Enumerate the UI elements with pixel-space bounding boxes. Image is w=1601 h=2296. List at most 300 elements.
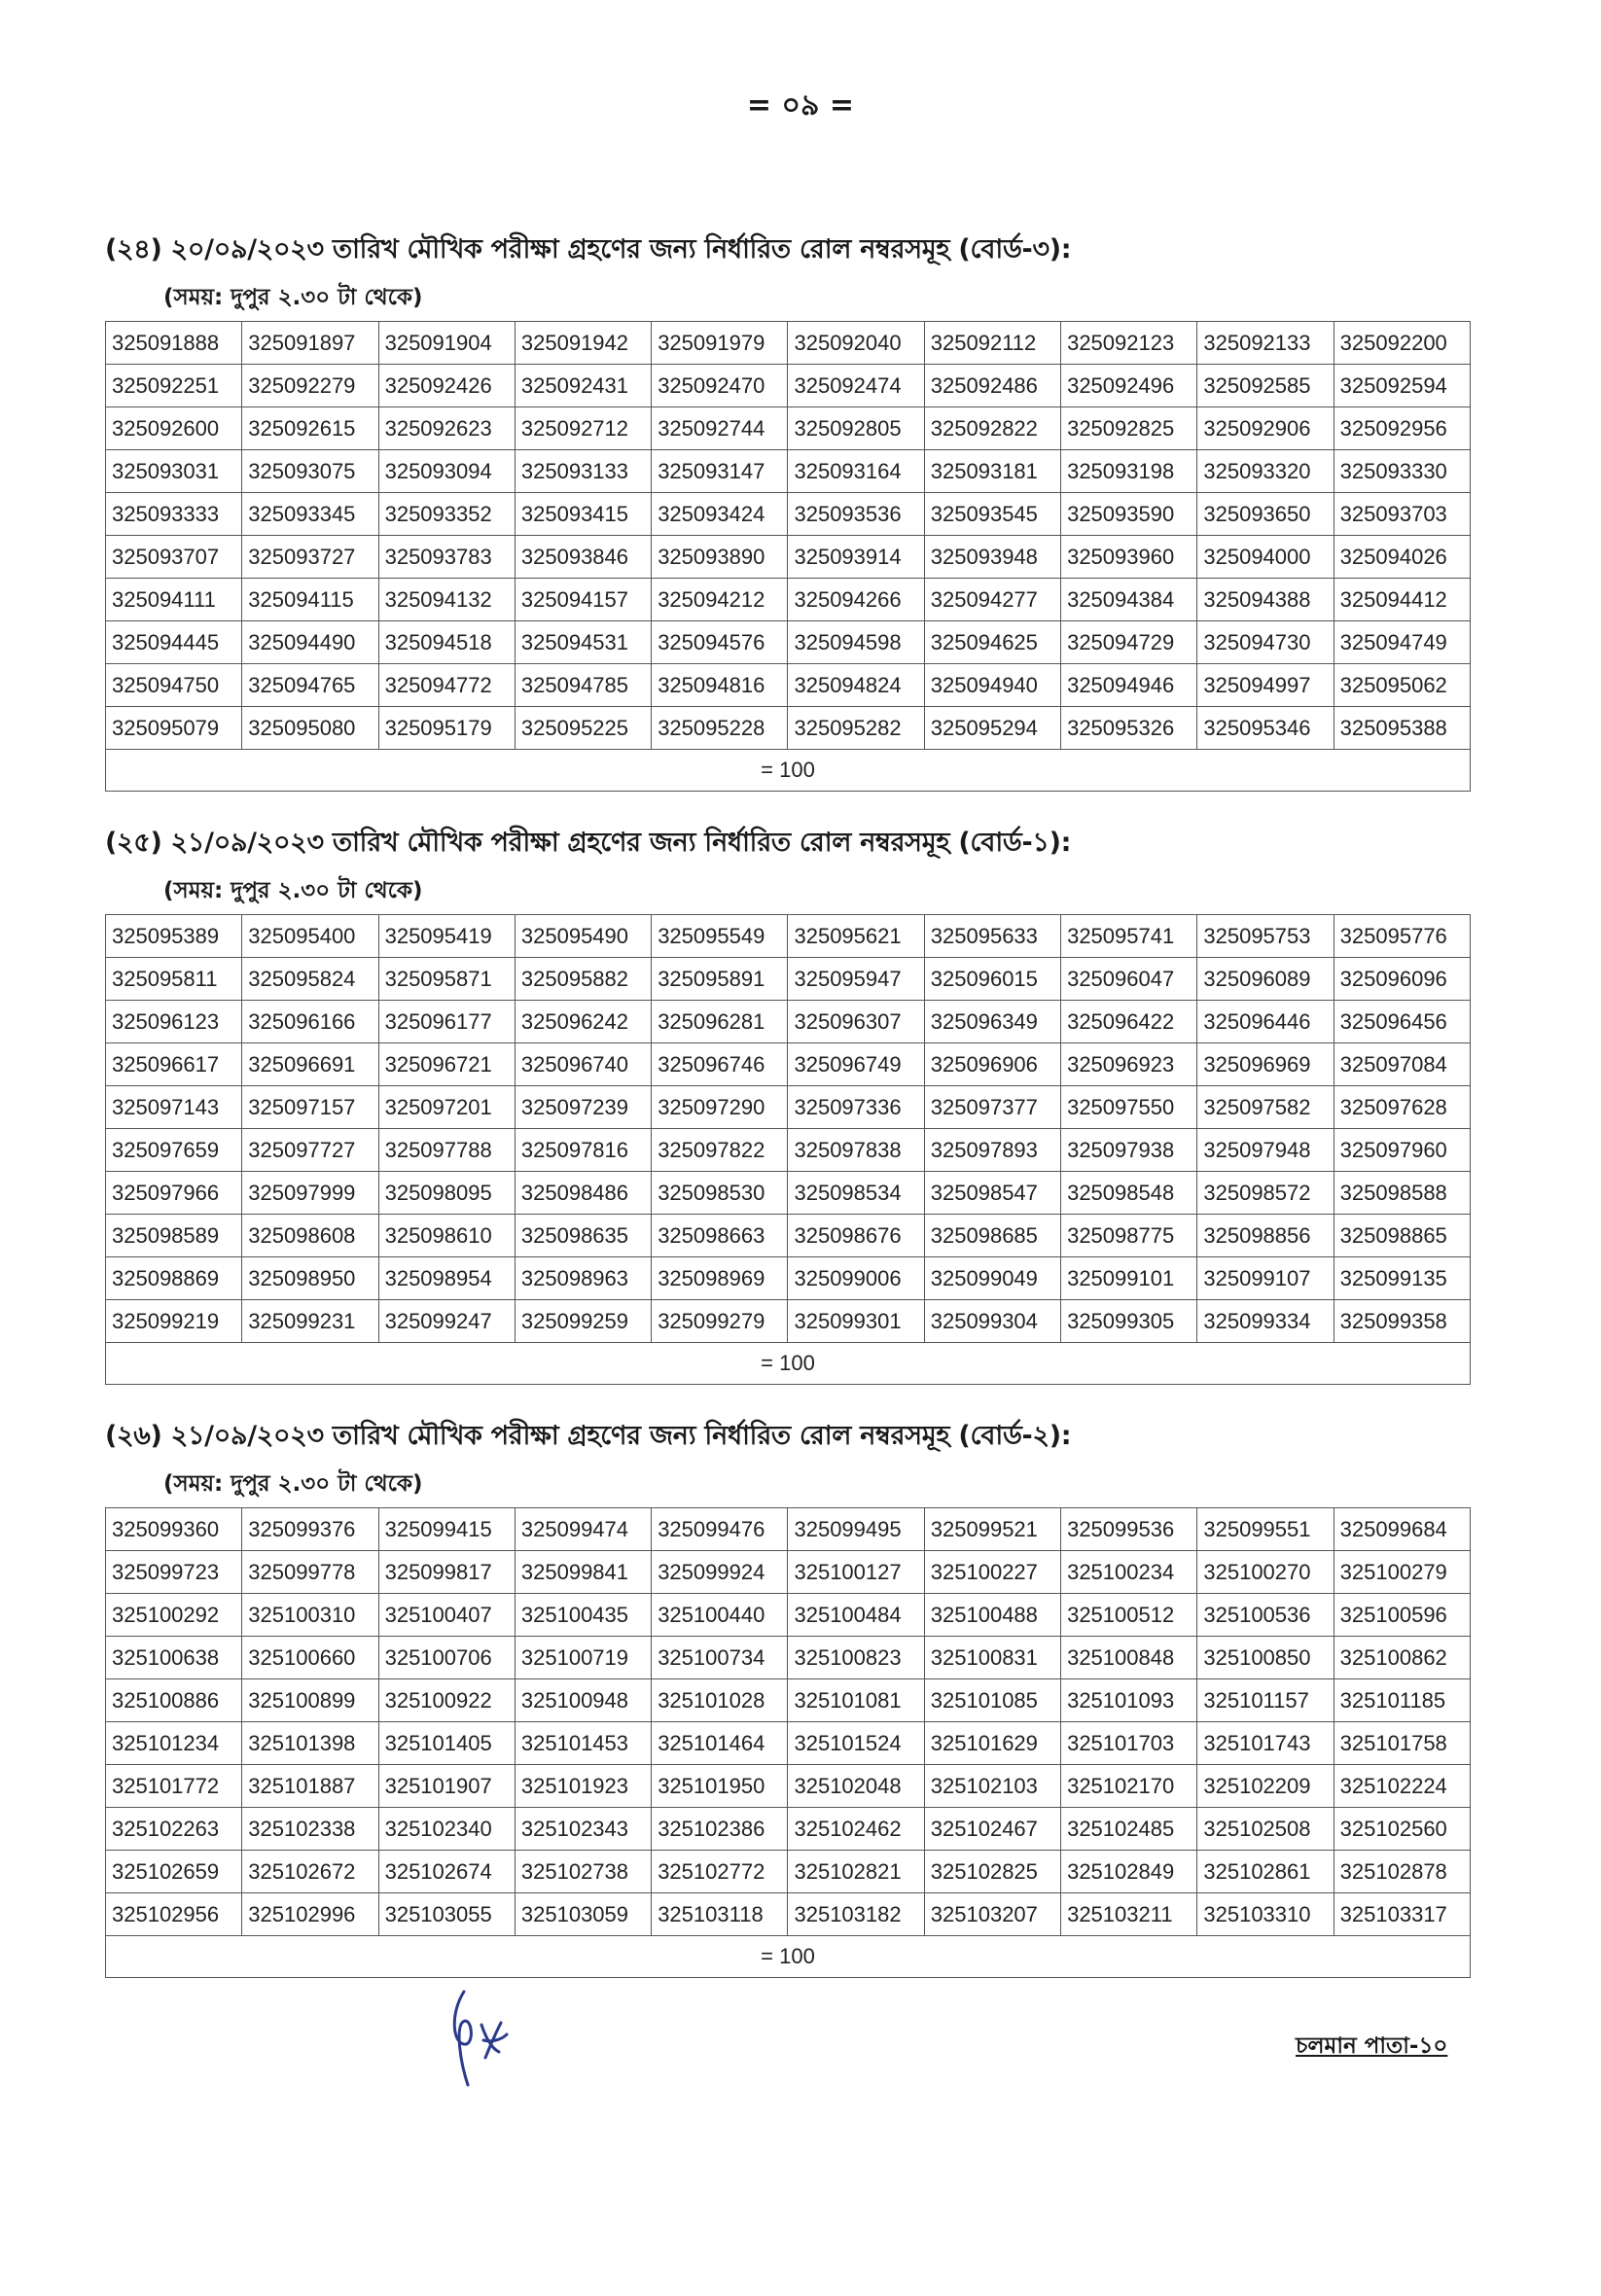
roll-number-cell: 325102825	[924, 1851, 1060, 1893]
roll-number-cell: 325101453	[515, 1722, 651, 1765]
roll-number-cell: 325096307	[788, 1001, 924, 1043]
roll-number-cell: 325101758	[1334, 1722, 1470, 1765]
roll-number-cell: 325098676	[788, 1215, 924, 1257]
roll-number-cell: 325092825	[1061, 407, 1197, 450]
roll-number-cell: 325092200	[1334, 322, 1470, 365]
roll-number-cell: 325092623	[378, 407, 515, 450]
roll-number-cell: 325102849	[1061, 1851, 1197, 1893]
roll-number-cell: 325095062	[1334, 664, 1470, 707]
roll-number-cell: 325101185	[1334, 1679, 1470, 1722]
roll-number-cell: 325093075	[242, 450, 378, 493]
roll-number-cell: 325091897	[242, 322, 378, 365]
roll-number-cell: 325094940	[924, 664, 1060, 707]
roll-number-cell: 325099049	[924, 1257, 1060, 1300]
roll-number-cell: 325103207	[924, 1893, 1060, 1936]
roll-number-cell: 325095633	[924, 915, 1060, 958]
roll-number-cell: 325098572	[1197, 1172, 1334, 1215]
total-count: = 100	[106, 750, 1471, 792]
roll-number-cell: 325095400	[242, 915, 378, 958]
roll-number-cell: 325094490	[242, 621, 378, 664]
roll-number-cell: 325095225	[515, 707, 651, 750]
roll-number-cell: 325091888	[106, 322, 242, 365]
roll-number-cell: 325095179	[378, 707, 515, 750]
roll-number-cell: 325097239	[515, 1086, 651, 1129]
roll-number-cell: 325092822	[924, 407, 1060, 450]
roll-number-cell: 325093031	[106, 450, 242, 493]
roll-number-cell: 325096923	[1061, 1043, 1197, 1086]
roll-number-cell: 325098547	[924, 1172, 1060, 1215]
roll-number-cell: 325097966	[106, 1172, 242, 1215]
roll-number-cell: 325102672	[242, 1851, 378, 1893]
roll-number-cell: 325102340	[378, 1808, 515, 1851]
roll-number-cell: 325099415	[378, 1508, 515, 1551]
roll-number-cell: 325093703	[1334, 493, 1470, 536]
roll-number-cell: 325100862	[1334, 1637, 1470, 1679]
roll-number-cell: 325094384	[1061, 579, 1197, 621]
roll-number-cell: 325099551	[1197, 1508, 1334, 1551]
roll-number-cell: 325096166	[242, 1001, 378, 1043]
roll-number-cell: 325098588	[1334, 1172, 1470, 1215]
roll-number-cell: 325102338	[242, 1808, 378, 1851]
roll-number-cell: 325096749	[788, 1043, 924, 1086]
roll-number-cell: 325102386	[652, 1808, 788, 1851]
table-row	[106, 1043, 1471, 1086]
roll-number-cell: 325096617	[106, 1043, 242, 1086]
roll-number-cell: 325092251	[106, 365, 242, 407]
roll-number-cell: 325100719	[515, 1637, 651, 1679]
roll-number-cell: 325097336	[788, 1086, 924, 1129]
table-row	[106, 493, 1471, 536]
roll-number-cell: 325102343	[515, 1808, 651, 1851]
roll-number-cell: 325093181	[924, 450, 1060, 493]
roll-number-cell: 325093147	[652, 450, 788, 493]
roll-number-cell: 325103182	[788, 1893, 924, 1936]
roll-number-cell: 325096177	[378, 1001, 515, 1043]
roll-number-cell: 325091904	[378, 322, 515, 365]
roll-number-cell: 325099101	[1061, 1257, 1197, 1300]
roll-number-cell: 325099219	[106, 1300, 242, 1343]
roll-number-cell: 325092040	[788, 322, 924, 365]
table-row	[106, 1086, 1471, 1129]
roll-number-cell: 325095282	[788, 707, 924, 750]
roll-number-cell: 325098663	[652, 1215, 788, 1257]
section-heading: (২৫) ২১/০৯/২০২৩ তারিখ মৌখিক পরীক্ষা গ্রহণের জন্য নির্ধারিত রোল নম্বরসমূহ (বোর্ড-১):	[105, 828, 1072, 858]
roll-number-cell: 325097582	[1197, 1086, 1334, 1129]
roll-number-cell: 325097788	[378, 1129, 515, 1172]
roll-number-cell: 325092906	[1197, 407, 1334, 450]
table-row	[106, 450, 1471, 493]
roll-number-cell: 325102103	[924, 1765, 1060, 1808]
table-row	[106, 1172, 1471, 1215]
roll-number-cell: 325099231	[242, 1300, 378, 1343]
roll-number-cell: 325091942	[515, 322, 651, 365]
roll-number-cell: 325094026	[1334, 536, 1470, 579]
roll-number-cell: 325092470	[652, 365, 788, 407]
roll-number-cell: 325103317	[1334, 1893, 1470, 1936]
roll-number-cell: 325099259	[515, 1300, 651, 1343]
roll-number-cell: 325094212	[652, 579, 788, 621]
roll-number-cell: 325093960	[1061, 536, 1197, 579]
roll-number-cell: 325101085	[924, 1679, 1060, 1722]
roll-number-cell: 325098608	[242, 1215, 378, 1257]
roll-number-cell: 325095294	[924, 707, 1060, 750]
roll-number-cell: 325094412	[1334, 579, 1470, 621]
roll-number-cell: 325100831	[924, 1637, 1060, 1679]
roll-number-cell: 325099360	[106, 1508, 242, 1551]
roll-number-cell: 325102821	[788, 1851, 924, 1893]
roll-number-cell: 325101887	[242, 1765, 378, 1808]
table-row	[106, 1765, 1471, 1808]
roll-number-cell: 325099279	[652, 1300, 788, 1343]
roll-number-cell: 325095388	[1334, 707, 1470, 750]
roll-number-cell: 325103059	[515, 1893, 651, 1936]
roll-number-cell: 325098869	[106, 1257, 242, 1300]
roll-number-cell: 325096096	[1334, 958, 1470, 1001]
roll-number-cell: 325102772	[652, 1851, 788, 1893]
table-row	[106, 536, 1471, 579]
handwritten-signature	[443, 1984, 520, 2091]
roll-number-cell: 325092615	[242, 407, 378, 450]
table-row	[106, 1893, 1471, 1936]
roll-number-cell: 325096422	[1061, 1001, 1197, 1043]
roll-number-cell: 325100234	[1061, 1551, 1197, 1594]
roll-number-cell: 325096721	[378, 1043, 515, 1086]
roll-number-cell: 325093846	[515, 536, 651, 579]
roll-number-cell: 325094749	[1334, 621, 1470, 664]
table-row	[106, 1808, 1471, 1851]
roll-number-cell: 325095753	[1197, 915, 1334, 958]
roll-number-cell: 325091979	[652, 322, 788, 365]
roll-number-cell: 325102659	[106, 1851, 242, 1893]
roll-number-cell: 325092279	[242, 365, 378, 407]
roll-number-cell: 325102224	[1334, 1765, 1470, 1808]
roll-number-cell: 325102508	[1197, 1808, 1334, 1851]
roll-number-cell: 325096281	[652, 1001, 788, 1043]
roll-number-cell: 325097938	[1061, 1129, 1197, 1172]
roll-number-cell: 325095947	[788, 958, 924, 1001]
roll-number-cell: 325101923	[515, 1765, 651, 1808]
roll-number-cell: 325101703	[1061, 1722, 1197, 1765]
roll-number-cell: 325092585	[1197, 365, 1334, 407]
roll-number-cell: 325094730	[1197, 621, 1334, 664]
roll-number-cell: 325100292	[106, 1594, 242, 1637]
roll-number-cell: 325099521	[924, 1508, 1060, 1551]
roll-section-board-2	[105, 1416, 1471, 1978]
roll-number-cell: 325097727	[242, 1129, 378, 1172]
roll-number-cell: 325098635	[515, 1215, 651, 1257]
roll-number-cell: 325099495	[788, 1508, 924, 1551]
roll-number-cell: 325098548	[1061, 1172, 1197, 1215]
table-row	[106, 1129, 1471, 1172]
roll-number-cell: 325100440	[652, 1594, 788, 1637]
roll-number-cell: 325100850	[1197, 1637, 1334, 1679]
roll-number-cell: 325100536	[1197, 1594, 1334, 1637]
roll-number-cell: 325093164	[788, 450, 924, 493]
roll-number-cell: 325102956	[106, 1893, 242, 1936]
roll-number-cell: 325095871	[378, 958, 515, 1001]
roll-number-cell: 325094598	[788, 621, 924, 664]
roll-number-cell: 325097377	[924, 1086, 1060, 1129]
roll-number-cell: 325094785	[515, 664, 651, 707]
roll-number-cell: 325094388	[1197, 579, 1334, 621]
table-row	[106, 1257, 1471, 1300]
table-row	[106, 407, 1471, 450]
roll-number-table	[105, 1507, 1471, 1978]
roll-number-cell: 325099474	[515, 1508, 651, 1551]
roll-number-cell: 325094824	[788, 664, 924, 707]
roll-number-cell: 325093783	[378, 536, 515, 579]
roll-number-cell: 325098685	[924, 1215, 1060, 1257]
roll-number-cell: 325101398	[242, 1722, 378, 1765]
roll-number-cell: 325101524	[788, 1722, 924, 1765]
roll-number-cell: 325103310	[1197, 1893, 1334, 1936]
roll-number-cell: 325100922	[378, 1679, 515, 1722]
roll-number-cell: 325095824	[242, 958, 378, 1001]
roll-number-cell: 325102170	[1061, 1765, 1197, 1808]
roll-number-cell: 325103118	[652, 1893, 788, 1936]
table-row	[106, 365, 1471, 407]
roll-number-cell: 325102738	[515, 1851, 651, 1893]
roll-number-cell: 325095346	[1197, 707, 1334, 750]
roll-number-cell: 325099684	[1334, 1508, 1470, 1551]
roll-number-cell: 325101629	[924, 1722, 1060, 1765]
roll-number-cell: 325100512	[1061, 1594, 1197, 1637]
roll-number-cell: 325096969	[1197, 1043, 1334, 1086]
roll-section-board-3	[105, 230, 1471, 792]
roll-number-cell: 325094115	[242, 579, 378, 621]
roll-number-cell: 325093545	[924, 493, 1060, 536]
roll-number-cell: 325094946	[1061, 664, 1197, 707]
roll-number-cell: 325100886	[106, 1679, 242, 1722]
roll-number-cell: 325097838	[788, 1129, 924, 1172]
roll-number-cell: 325093590	[1061, 493, 1197, 536]
section-heading: (২৬) ২১/০৯/২০২৩ তারিখ মৌখিক পরীক্ষা গ্রহণের জন্য নির্ধারিত রোল নম্বরসমূহ (বোর্ড-২):	[105, 1421, 1072, 1451]
roll-number-cell: 325102861	[1197, 1851, 1334, 1893]
roll-number-cell: 325098610	[378, 1215, 515, 1257]
roll-number-cell: 325100899	[242, 1679, 378, 1722]
roll-number-cell: 325099536	[1061, 1508, 1197, 1551]
table-row	[106, 1508, 1471, 1551]
roll-number-cell: 325094518	[378, 621, 515, 664]
roll-number-cell: 325099304	[924, 1300, 1060, 1343]
table-row	[106, 1001, 1471, 1043]
roll-number-cell: 325096456	[1334, 1001, 1470, 1043]
roll-number-cell: 325096740	[515, 1043, 651, 1086]
table-row	[106, 1637, 1471, 1679]
roll-number-cell: 325102560	[1334, 1808, 1470, 1851]
roll-number-cell: 325100310	[242, 1594, 378, 1637]
roll-number-cell: 325099305	[1061, 1300, 1197, 1343]
roll-number-cell: 325093727	[242, 536, 378, 579]
roll-number-cell: 325094111	[106, 579, 242, 621]
roll-number-cell: 325101772	[106, 1765, 242, 1808]
roll-number-cell: 325099107	[1197, 1257, 1334, 1300]
table-row	[106, 915, 1471, 958]
roll-number-cell: 325099476	[652, 1508, 788, 1551]
roll-number-cell: 325102878	[1334, 1851, 1470, 1893]
roll-number-cell: 325094816	[652, 664, 788, 707]
roll-number-cell: 325093890	[652, 536, 788, 579]
roll-number-cell: 325100638	[106, 1637, 242, 1679]
roll-number-cell: 325096746	[652, 1043, 788, 1086]
roll-number-cell: 325098530	[652, 1172, 788, 1215]
table-row	[106, 1594, 1471, 1637]
roll-number-cell: 325093330	[1334, 450, 1470, 493]
roll-number-cell: 325093094	[378, 450, 515, 493]
roll-number-cell: 325100848	[1061, 1637, 1197, 1679]
roll-number-cell: 325095490	[515, 915, 651, 958]
table-row	[106, 1722, 1471, 1765]
roll-number-cell: 325101081	[788, 1679, 924, 1722]
roll-number-cell: 325093424	[652, 493, 788, 536]
roll-number-cell: 325102485	[1061, 1808, 1197, 1851]
roll-number-cell: 325101464	[652, 1722, 788, 1765]
roll-number-cell: 325095741	[1061, 915, 1197, 958]
roll-number-cell: 325099135	[1334, 1257, 1470, 1300]
roll-number-cell: 325098775	[1061, 1215, 1197, 1257]
table-row	[106, 1215, 1471, 1257]
roll-number-cell: 325093948	[924, 536, 1060, 579]
roll-number-cell: 325097659	[106, 1129, 242, 1172]
roll-number-cell: 325093133	[515, 450, 651, 493]
total-row	[106, 1343, 1471, 1385]
roll-number-cell: 325097999	[242, 1172, 378, 1215]
roll-number-cell: 325099924	[652, 1551, 788, 1594]
roll-number-cell: 325097143	[106, 1086, 242, 1129]
roll-number-cell: 325101950	[652, 1765, 788, 1808]
roll-number-cell: 325097960	[1334, 1129, 1470, 1172]
roll-number-cell: 325098589	[106, 1215, 242, 1257]
roll-number-cell: 325102674	[378, 1851, 515, 1893]
roll-number-cell: 325093415	[515, 493, 651, 536]
roll-number-cell: 325097822	[652, 1129, 788, 1172]
total-row	[106, 1936, 1471, 1978]
roll-number-cell: 325100279	[1334, 1551, 1470, 1594]
roll-number-cell: 325102467	[924, 1808, 1060, 1851]
roll-number-cell: 325099247	[378, 1300, 515, 1343]
roll-number-cell: 325095776	[1334, 915, 1470, 958]
roll-number-cell: 325098954	[378, 1257, 515, 1300]
roll-number-cell: 325092805	[788, 407, 924, 450]
table-row	[106, 1851, 1471, 1893]
roll-number-cell: 325092594	[1334, 365, 1470, 407]
roll-number-cell: 325099006	[788, 1257, 924, 1300]
roll-number-cell: 325097084	[1334, 1043, 1470, 1086]
roll-number-table	[105, 914, 1471, 1385]
roll-number-cell: 325092486	[924, 365, 1060, 407]
roll-number-cell: 325092474	[788, 365, 924, 407]
total-count: = 100	[106, 1936, 1471, 1978]
roll-number-cell: 325095811	[106, 958, 242, 1001]
roll-number-cell: 325100407	[378, 1594, 515, 1637]
roll-number-cell: 325094132	[378, 579, 515, 621]
roll-number-cell: 325100660	[242, 1637, 378, 1679]
roll-number-cell: 325102462	[788, 1808, 924, 1851]
roll-number-cell: 325095882	[515, 958, 651, 1001]
roll-number-cell: 325095419	[378, 915, 515, 958]
table-row	[106, 322, 1471, 365]
section-heading: (২৪) ২০/০৯/২০২৩ তারিখ মৌখিক পরীক্ষা গ্রহণের জন্য নির্ধারিত রোল নম্বরসমূহ (বোর্ড-৩):	[105, 234, 1072, 265]
roll-number-cell: 325094625	[924, 621, 1060, 664]
roll-number-cell: 325095891	[652, 958, 788, 1001]
roll-number-cell: 325100227	[924, 1551, 1060, 1594]
roll-number-cell: 325102996	[242, 1893, 378, 1936]
roll-number-cell: 325094266	[788, 579, 924, 621]
table-row	[106, 707, 1471, 750]
roll-number-cell: 325092112	[924, 322, 1060, 365]
roll-number-cell: 325099358	[1334, 1300, 1470, 1343]
roll-number-cell: 325096242	[515, 1001, 651, 1043]
roll-number-cell: 325094531	[515, 621, 651, 664]
roll-number-cell: 325097201	[378, 1086, 515, 1129]
roll-number-cell: 325093333	[106, 493, 242, 536]
roll-number-cell: 325100435	[515, 1594, 651, 1637]
roll-number-cell: 325094765	[242, 664, 378, 707]
roll-number-cell: 325097948	[1197, 1129, 1334, 1172]
table-row	[106, 958, 1471, 1001]
roll-number-cell: 325101234	[106, 1722, 242, 1765]
roll-number-cell: 325095549	[652, 915, 788, 958]
roll-number-cell: 325099376	[242, 1508, 378, 1551]
roll-number-cell: 325100484	[788, 1594, 924, 1637]
roll-number-cell: 325100823	[788, 1637, 924, 1679]
roll-number-cell: 325098865	[1334, 1215, 1470, 1257]
roll-number-cell: 325096906	[924, 1043, 1060, 1086]
table-row	[106, 1679, 1471, 1722]
roll-number-cell: 325092600	[106, 407, 242, 450]
roll-number-cell: 325100596	[1334, 1594, 1470, 1637]
roll-number-cell: 325098856	[1197, 1215, 1334, 1257]
table-row	[106, 621, 1471, 664]
roll-number-cell: 325101405	[378, 1722, 515, 1765]
roll-number-cell: 325097157	[242, 1086, 378, 1129]
roll-number-cell: 325102209	[1197, 1765, 1334, 1808]
roll-number-cell: 325094729	[1061, 621, 1197, 664]
roll-number-cell: 325099723	[106, 1551, 242, 1594]
roll-number-cell: 325094000	[1197, 536, 1334, 579]
roll-number-cell: 325098969	[652, 1257, 788, 1300]
roll-number-cell: 325094445	[106, 621, 242, 664]
roll-number-cell: 325093650	[1197, 493, 1334, 536]
roll-number-cell: 325092496	[1061, 365, 1197, 407]
roll-number-cell: 325093198	[1061, 450, 1197, 493]
roll-number-cell: 325092123	[1061, 322, 1197, 365]
roll-number-cell: 325097816	[515, 1129, 651, 1172]
roll-number-cell: 325095389	[106, 915, 242, 958]
roll-number-cell: 325096047	[1061, 958, 1197, 1001]
roll-number-cell: 325097893	[924, 1129, 1060, 1172]
roll-number-cell: 325092744	[652, 407, 788, 450]
roll-section-board-1	[105, 823, 1471, 1385]
roll-number-cell: 325095228	[652, 707, 788, 750]
roll-number-cell: 325092956	[1334, 407, 1470, 450]
roll-number-cell: 325100706	[378, 1637, 515, 1679]
roll-number-cell: 325096349	[924, 1001, 1060, 1043]
roll-number-cell: 325103211	[1061, 1893, 1197, 1936]
roll-number-cell: 325097628	[1334, 1086, 1470, 1129]
roll-number-table	[105, 321, 1471, 792]
roll-number-cell: 325098095	[378, 1172, 515, 1215]
roll-number-cell: 325098963	[515, 1257, 651, 1300]
roll-number-cell: 325102263	[106, 1808, 242, 1851]
roll-number-cell: 325092426	[378, 365, 515, 407]
roll-number-cell: 325093320	[1197, 450, 1334, 493]
roll-number-cell: 325095326	[1061, 707, 1197, 750]
table-row	[106, 1300, 1471, 1343]
total-row	[106, 750, 1471, 792]
roll-number-cell: 325099778	[242, 1551, 378, 1594]
roll-number-cell: 325099334	[1197, 1300, 1334, 1343]
